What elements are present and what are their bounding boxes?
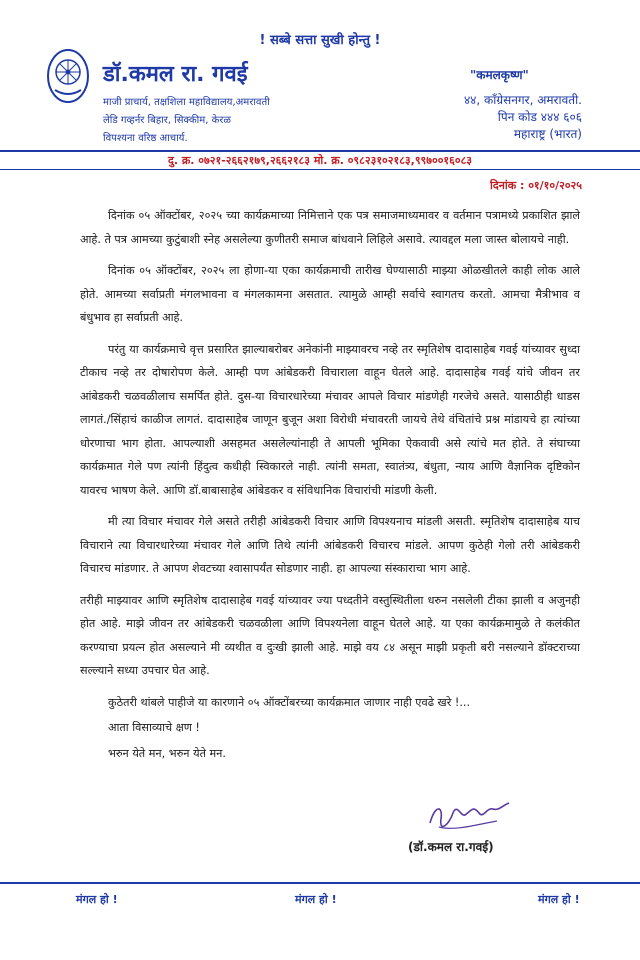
- footer-greeting-center: मंगल हो !: [295, 893, 337, 906]
- house-name: "कमलकृष्ण": [470, 68, 529, 82]
- handwritten-signature: [425, 795, 515, 835]
- footer-divider: [0, 882, 640, 884]
- motto: ! सब्बे सत्ता सुखी होन्तु !: [259, 33, 381, 48]
- paragraph: आता विसाव्याचे क्षण !: [108, 721, 200, 734]
- paragraph: तरीही माझ्यावर आणि स्मृतिशेष दादासाहेब गवई यांच्यावर ज्या पध्दतीने वस्तुस्थितीला धरुन नसलेली टीका झाली व अजुनही होत आहे. माझे जीवन तर आंबेडकरी चळवळीला आणि विपश्यनेला वाहून घेतले आहे. या एका कार्यक्रमामुळे ते कलंकीत करण्याचा प्रयत्न होत असल्याने मी व्यथीत व दुःखी झाली आहे. माझे वय ८४ असून माझी प्रकृती बरी नसल्याने डॉक्टराच्या सल्ल्याने सध्या उपचार घेत आहे.: [80, 593, 580, 677]
- paragraph: दिनांक ०५ ऑक्टोंबर, २०२५ ला होणा-या एका कार्यक्रमाची तारीख घेण्यासाठी माझ्या ओळखीतले काही लोक आले होते. आमच्या सर्वाप्रती मंगलभावना व मंगलकामना असतात. त्यामुळे आम्ही सर्वाचे स्वागतच करतो. आमचा मैत्रीभाव व बंधुभाव हा सर्वाप्रती आहे.: [80, 264, 580, 324]
- sender-credentials: [103, 94, 343, 148]
- paragraph: भरुन येते मन, भरुन येते मन.: [108, 746, 226, 760]
- signatory-name: (डॉ.कमल रा.गवई): [408, 840, 494, 854]
- credential-line: माजी प्राचार्य, तक्षशिला महाविद्यालय,अमरावती: [103, 97, 270, 108]
- sender-name: डॉ.कमल रा. गवई: [103, 62, 248, 87]
- paragraph: मी त्या विचार मंचावर गेले असते तरीही आंबेडकरी विचार आणि विपश्यनाच मांडली असती. स्मृतिशेष दादासाहेब याच विचाराने त्या विचारधारेच्या मंचावर गेले आणि तिथे त्यांनी आंबेडकरी विचारच मांडले. आपण कुठेही गेलो तरी आंबेडकरी विचारच मांडणार. ते आपण शेवटच्या श्वासापर्यंत सोडणार नाही. हा आपल्या संस्काराचा भाग आहे.: [80, 515, 580, 575]
- header-divider-thin: [0, 169, 640, 170]
- credential-line: विपश्यना वरिष्ठ आचार्य.: [103, 133, 188, 144]
- footer-greeting-left: मंगल हो !: [76, 893, 118, 906]
- address-line: महाराष्ट्र (भारत): [513, 127, 582, 141]
- footer-greeting-right: मंगल हो !: [538, 893, 580, 906]
- letter-date: दिनांक : ०१/१०/२०२५: [490, 179, 582, 192]
- paragraph: परंतु या कार्यक्रमाचे वृत्त प्रसारित झाल्याबरोबर अनेकांनी माझ्यावरच नव्हे तर स्मृतिशेष दादासाहेब गवई यांच्यावर सुध्दा टीकाच नव्हे तर दोषारोपण केले. आम्ही पण आंबेडकरी विचाराला वाहून घेतले आहे. दादासाहेब गवई यांचे जीवन तर आंबेडकरी चळवळीलाच समर्पित होते. दुस-या विचारधारेच्या मंचावर आपले विचार मांडणेही गरजेचे असते. यासाठीही धाडस लागतं./सिंहाचं काळीज लागतं. दादासाहेब जाणून बुजून अशा विरोधी मंचावरती जायचे तेथे वंचितांचे प्रश्न मांडायचे हा त्यांच्या धोरणाचा भाग होता. आपल्याशी असहमत असलेल्यांनाही ते आपली भूमिका ऐकवावी असे त्यांचे मत होते. ते संघाच्या कार्यक्रमात गेले पण त्यांनी हिंदुत्व कधीही स्विकारले नाही. त्यांनी समता, स्वातंत्र्य, बंधुता, न्याय आणि वैज्ञानिक दृष्टिकोन यावरच भाषण केले. आणि डॉ.बाबासाहेब आंबेडकर व संविधानिक विचारांची मांडणी केली.: [80, 342, 580, 497]
- paragraph: कुठेतरी थांबले पाहीजे या कारणाने ०५ ऑक्टोंबरच्या कार्यक्रमात जाणार नाही एवढे खरे !...: [108, 695, 470, 709]
- paragraph: दिनांक ०५ ऑक्टोंबर, २०२५ च्या कार्यक्रमाच्या निमित्ताने एक पत्र समाजमाध्यमावर व वर्तमान पत्रामध्ये प्रकाशित झाले आहे. ते पत्र आमच्या कुटुंबाशी स्नेह असलेल्या कुणीतरी समाज बांधवाने लिहिले असावे. त्यावद्दल मला जास्त बोलायचे नाही.: [80, 209, 580, 246]
- phone-numbers: दु. क्र. ०७२१-२६६२१७९,२६६२१८३ मो. क्र. ०९८२३१०२१८३,९९७००१६०८३: [167, 154, 473, 167]
- address-line: ४४, काँग्रेसनगर, अमरावती.: [463, 93, 582, 107]
- address-line: पिन कोड ४४४ ६०६: [497, 110, 582, 124]
- sender-address: [382, 92, 582, 143]
- dharma-chakra-emblem-icon: [46, 48, 90, 104]
- credential-line: लेडि गव्हर्नर बिहार, सिक्कीम, केरळ: [103, 115, 231, 126]
- letter-body: [80, 204, 580, 767]
- header-divider: [0, 150, 640, 152]
